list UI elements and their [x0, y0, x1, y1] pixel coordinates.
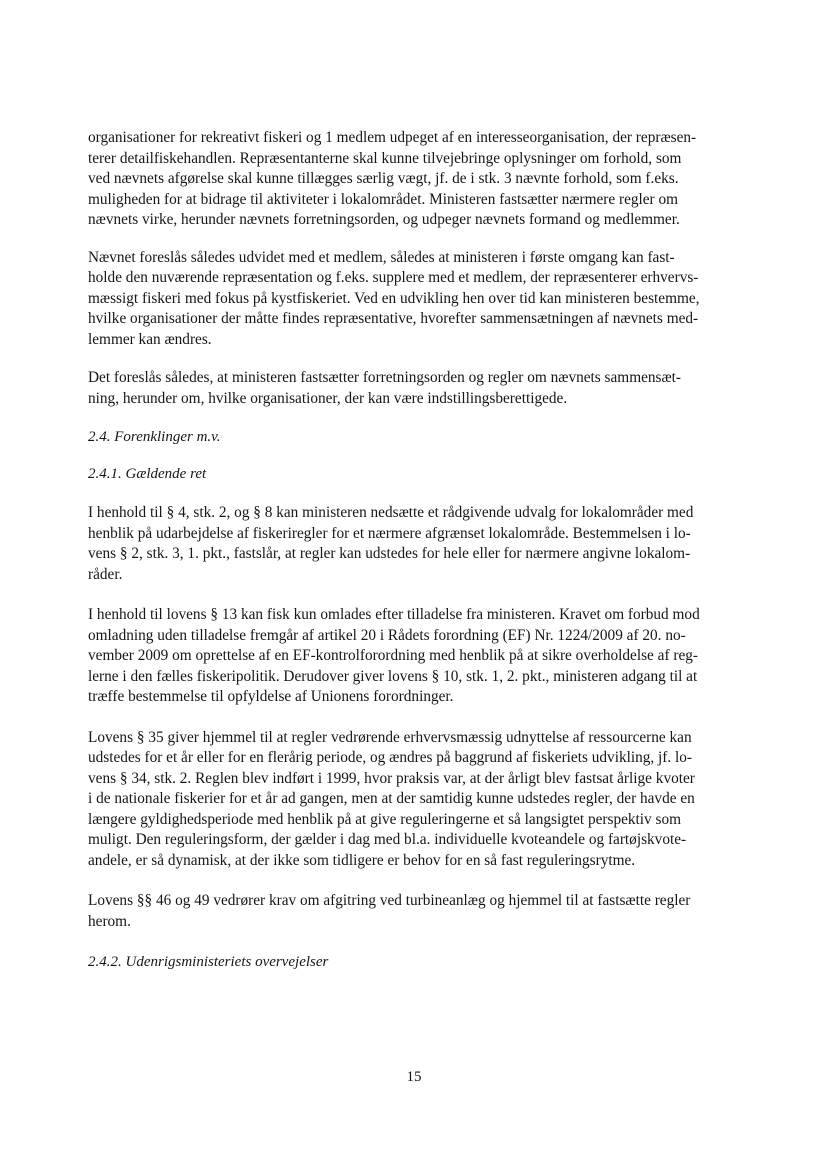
text-line: herom. [88, 912, 131, 930]
subsection-heading-current-law: 2.4.1. Gældende ret [88, 466, 207, 482]
paragraph-committee-composition [88, 128, 740, 231]
text-line: muligheden for at bidrage til aktiviteter i lokalområdet. Ministeren fastsætter nærmere regler om [88, 190, 679, 208]
text-line: i de nationale fiskerier for et år ad gangen, men at der samtidig kunne udstedes regler, der havde en [88, 790, 695, 807]
text-line: nævnets virke, herunder nævnets forretningsorden, og udpeger nævnets formand og medlemmer. [88, 211, 680, 228]
text-line: terer detailfiskehandlen. Repræsentanterne skal kunne tilvejebringe oplysninger om forhold, som [88, 149, 682, 167]
text-line: Det foreslås således, at ministeren fastsætter forretningsorden og regler om nævnets sammensæt- [88, 369, 682, 386]
text-line: vember 2009 om oprettelse af en EF-kontrolforordning med henblik på at sikre overholdelse af reg- [88, 647, 698, 664]
text-line: henblik på udarbejdelse af fiskeriregler for et nærmere afgrænset lokalområde. Bestemmelsen i lo- [88, 524, 691, 542]
text-line: lerne i den fælles fiskeripolitik. Derudover giver lovens § 10, stk. 1, 2. pkt., ministeren adgang til at [88, 667, 698, 685]
text-line: I henhold til § 4, stk. 2, og § 8 kan ministeren nedsætte et rådgivende udvalg for lokalområder med [88, 504, 694, 521]
text-line: I henhold til lovens § 13 kan fisk kun omlades efter tilladelse fra ministeren. Kravet om forbud mod [88, 606, 700, 623]
text-line: ning, herunder om, hvilke organisationer, der kan være indstillingsberettigede. [88, 389, 568, 407]
paragraph-transshipment [88, 605, 740, 708]
text-line: udstedes for et år eller for en flerårig periode, og ændres på baggrund af fiskeriets udvikling, jf. lo- [88, 749, 693, 766]
text-line: Lovens §§ 46 og 49 vedrører krav om afgitring ved turbineanlæg og hjemmel til at fastsætte regler [88, 892, 691, 909]
text-line: lemmer kan ændres. [88, 330, 212, 348]
paragraph-turbine-grating [88, 891, 740, 932]
section-heading-simplifications: 2.4. Forenklinger m.v. [88, 429, 221, 445]
text-line: vens § 2, stk. 3, 1. pkt., fastslår, at regler kan udstedes for hele eller for nærmere angivne lokalom- [88, 545, 691, 562]
paragraph-advisory-committee [88, 503, 740, 585]
text-line: råder. [88, 565, 123, 583]
text-line: omladning uden tilladelse fremgår af artikel 20 i Rådets forordning (EF) Nr. 1224/2009 af 20. no- [88, 626, 686, 644]
page-number: 15 [406, 1069, 422, 1085]
text-line: organisationer for rekreativt fiskeri og 1 medlem udpeget af en interesseorganisation, der repræsen- [88, 129, 697, 146]
document-body [88, 128, 740, 991]
text-line: hvilke organisationer der måtte findes repræsentative, hvorefter sammensætningen af nævnets med- [88, 310, 699, 327]
text-line: Lovens § 35 giver hjemmel til at regler vedrørende erhvervsmæssig udnyttelse af ressourcerne kan [88, 728, 692, 746]
paragraph-committee-expansion [88, 248, 740, 351]
text-line: andele, er så dynamisk, at der ikke som tidligere er behov for en så fast reguleringsrytme. [88, 851, 636, 869]
text-line: muligt. Den reguleringsform, der gælder i dag med bl.a. individuelle kvoteandele og fartøjskvote- [88, 831, 687, 848]
text-line: holde den nuværende repræsentation og f.eks. supplere med et medlem, der repræsenterer erhvervs- [88, 269, 699, 286]
text-line: træffe bestemmelse til opfyldelse af Unionens forordninger. [88, 688, 454, 705]
paragraph-rules-of-procedure [88, 368, 740, 409]
text-line: Nævnet foreslås således udvidet med et medlem, således at ministeren i første omgang kan fast- [88, 248, 675, 266]
text-line: længere gyldighedsperiode med henblik på at give reguleringerne et så langsigtet perspektiv som [88, 810, 682, 828]
text-line: vens § 34, stk. 2. Reglen blev indført i 1999, hvor praksis var, at der årligt blev fastsat årlige kvoter [88, 769, 695, 787]
text-line: ved nævnets afgørelse skal kunne tillægges særlig vægt, jf. de i stk. 3 nævnte forhold, som f.eks. [88, 170, 679, 187]
text-line: mæssigt fiskeri med fokus på kystfiskeriet. Ved en udvikling hen over tid kan ministeren bestemme, [88, 289, 700, 307]
subsection-heading-ministry-considerations: 2.4.2. Udenrigsministeriets overvejelser [88, 954, 329, 970]
paragraph-regulation-period [88, 728, 740, 872]
